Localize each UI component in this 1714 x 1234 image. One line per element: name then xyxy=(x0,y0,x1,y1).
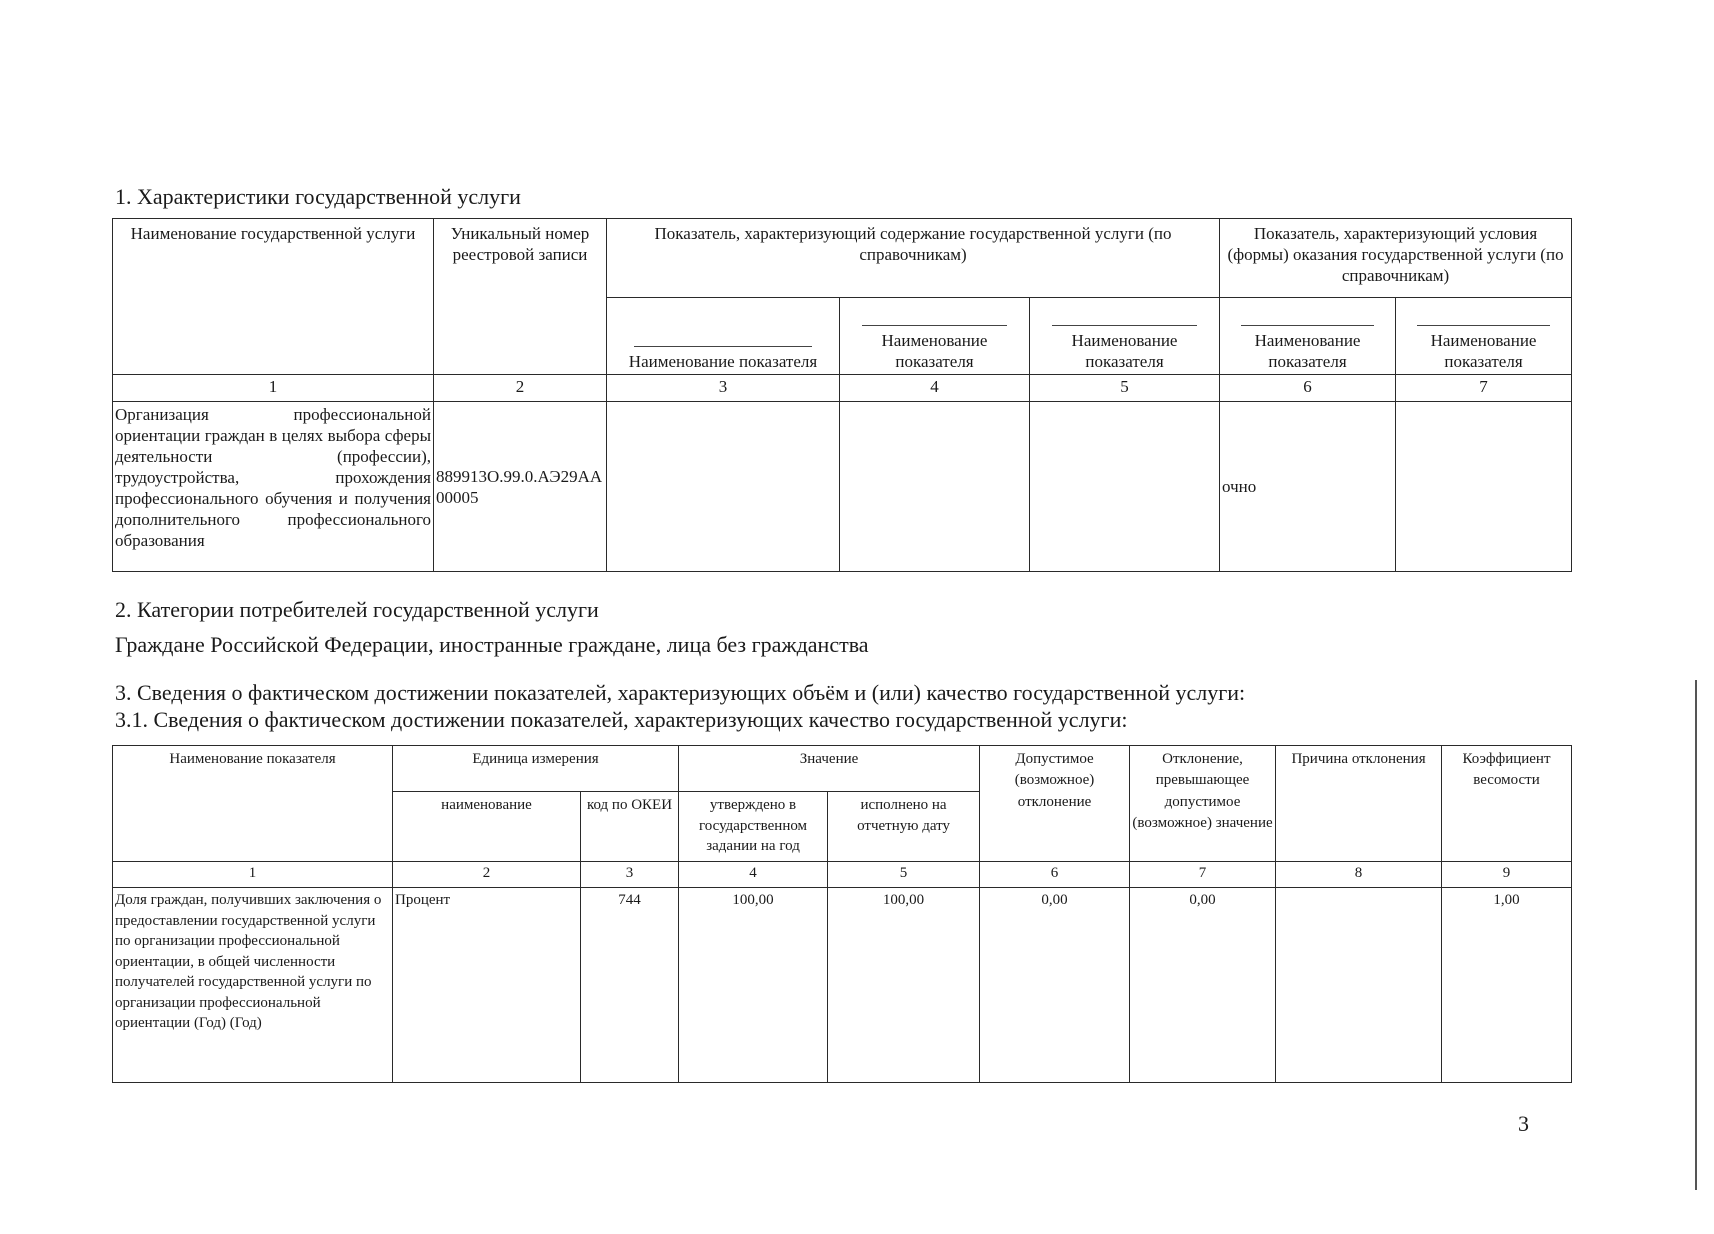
registry-number-cell: 889913О.99.0.АЭ29АА00005 xyxy=(434,402,607,572)
column-number: 5 xyxy=(1030,375,1220,402)
column-number: 1 xyxy=(113,375,434,402)
section3-heading: 3. Сведения о фактическом достижении показателей, характеризующих объём и (или) качество государственной услуги: xyxy=(115,680,1246,705)
okei-code-cell: 744 xyxy=(581,888,679,1083)
header-indicator-name-7: Наименование показателя xyxy=(1396,298,1572,375)
column-number: 6 xyxy=(980,862,1130,888)
column-number: 8 xyxy=(1276,862,1442,888)
section1-heading: 1. Характеристики государственной услуги xyxy=(115,184,521,209)
excess-deviation-cell: 0,00 xyxy=(1130,888,1276,1083)
header-indicator-name-6: Наименование показателя xyxy=(1220,298,1396,375)
quality-indicators-table xyxy=(112,745,1572,1083)
header-unit: Единица измерения xyxy=(393,746,679,792)
header-content-indicator: Показатель, характеризующий содержание государственной услуги (по справочникам) xyxy=(607,219,1220,298)
column-number: 5 xyxy=(828,862,980,888)
header-okei-code: код по ОКЕИ xyxy=(581,792,679,862)
column-number: 7 xyxy=(1130,862,1276,888)
indicator-cell-3 xyxy=(607,402,840,572)
deviation-reason-cell xyxy=(1276,888,1442,1083)
unit-name-cell: Процент xyxy=(393,888,581,1083)
column-number: 3 xyxy=(581,862,679,888)
header-indicator-name-5: Наименование показателя xyxy=(1030,298,1220,375)
header-allowed-deviation-top: Допустимое (возможное) xyxy=(1014,751,1095,788)
column-number: 7 xyxy=(1396,375,1572,402)
header-indicator-name-4: Наименование показателя xyxy=(840,298,1030,375)
header-deviation-reason: Причина отклонения xyxy=(1276,746,1442,862)
header-excess-deviation-top: Отклонение, превышающее xyxy=(1155,751,1250,788)
header-conditions-indicator: Показатель, характеризующий условия (формы) оказания государственной услуги (по справочникам) xyxy=(1220,219,1572,298)
header-allowed-deviation xyxy=(980,746,1130,862)
table-row xyxy=(113,402,1572,572)
header-value: Значение xyxy=(679,746,980,792)
column-number: 2 xyxy=(393,862,581,888)
approved-value-cell: 100,00 xyxy=(679,888,828,1083)
header-executed-value: исполнено на отчетную дату xyxy=(828,792,980,862)
header-excess-deviation xyxy=(1130,746,1276,862)
column-number: 6 xyxy=(1220,375,1396,402)
header-excess-deviation-bottom: допустимое (возможное) значение xyxy=(1132,794,1273,831)
column-number: 1 xyxy=(113,862,393,888)
column-number: 3 xyxy=(607,375,840,402)
header-indicator: Наименование показателя xyxy=(113,746,393,862)
header-indicator-name-3: Наименование показателя xyxy=(607,298,840,375)
section31-heading: 3.1. Сведения о фактическом достижении показателей, характеризующих качество государственной услуги: xyxy=(115,707,1128,732)
scan-edge-line xyxy=(1695,680,1697,1190)
consumer-categories: Граждане Российской Федерации, иностранные граждане, лица без гражданства xyxy=(115,632,869,657)
service-characteristics-table xyxy=(112,218,1572,572)
header-unit-name: наименование xyxy=(393,792,581,862)
indicator-cell-7 xyxy=(1396,402,1572,572)
indicator-cell-5 xyxy=(1030,402,1220,572)
header-weight-coefficient: Коэффициент весомости xyxy=(1442,746,1572,862)
header-allowed-deviation-bottom: отклонение xyxy=(1017,794,1092,810)
indicator-name-cell: Доля граждан, получивших заключения о предоставлении государственной услуги по организации профессиональной ориентации, в общей численности получателей государственной услуги по организации профессиональной ориентации (Год) (Год) xyxy=(113,888,393,1083)
service-name-cell: Организация профессиональной ориентации граждан в целях выбора сферы деятельности (профессии), трудоустройства, прохождения профессионального обучения и получения дополнительного профессионального образования xyxy=(113,402,434,572)
column-number: 9 xyxy=(1442,862,1572,888)
header-approved-value: утверждено в государственном задании на год xyxy=(679,792,828,862)
header-registry-number: Уникальный номер реестровой записи xyxy=(434,219,607,375)
header-service-name: Наименование государственной услуги xyxy=(113,219,434,375)
allowed-deviation-cell: 0,00 xyxy=(980,888,1130,1083)
weight-coefficient-cell: 1,00 xyxy=(1442,888,1572,1083)
page-number: 3 xyxy=(1518,1111,1529,1136)
column-number: 4 xyxy=(840,375,1030,402)
section2-heading: 2. Категории потребителей государственной услуги xyxy=(115,597,599,622)
executed-value-cell: 100,00 xyxy=(828,888,980,1083)
column-number: 4 xyxy=(679,862,828,888)
indicator-cell-4 xyxy=(840,402,1030,572)
column-number: 2 xyxy=(434,375,607,402)
form-cell: очно xyxy=(1220,402,1396,572)
table-row xyxy=(113,888,1572,1083)
